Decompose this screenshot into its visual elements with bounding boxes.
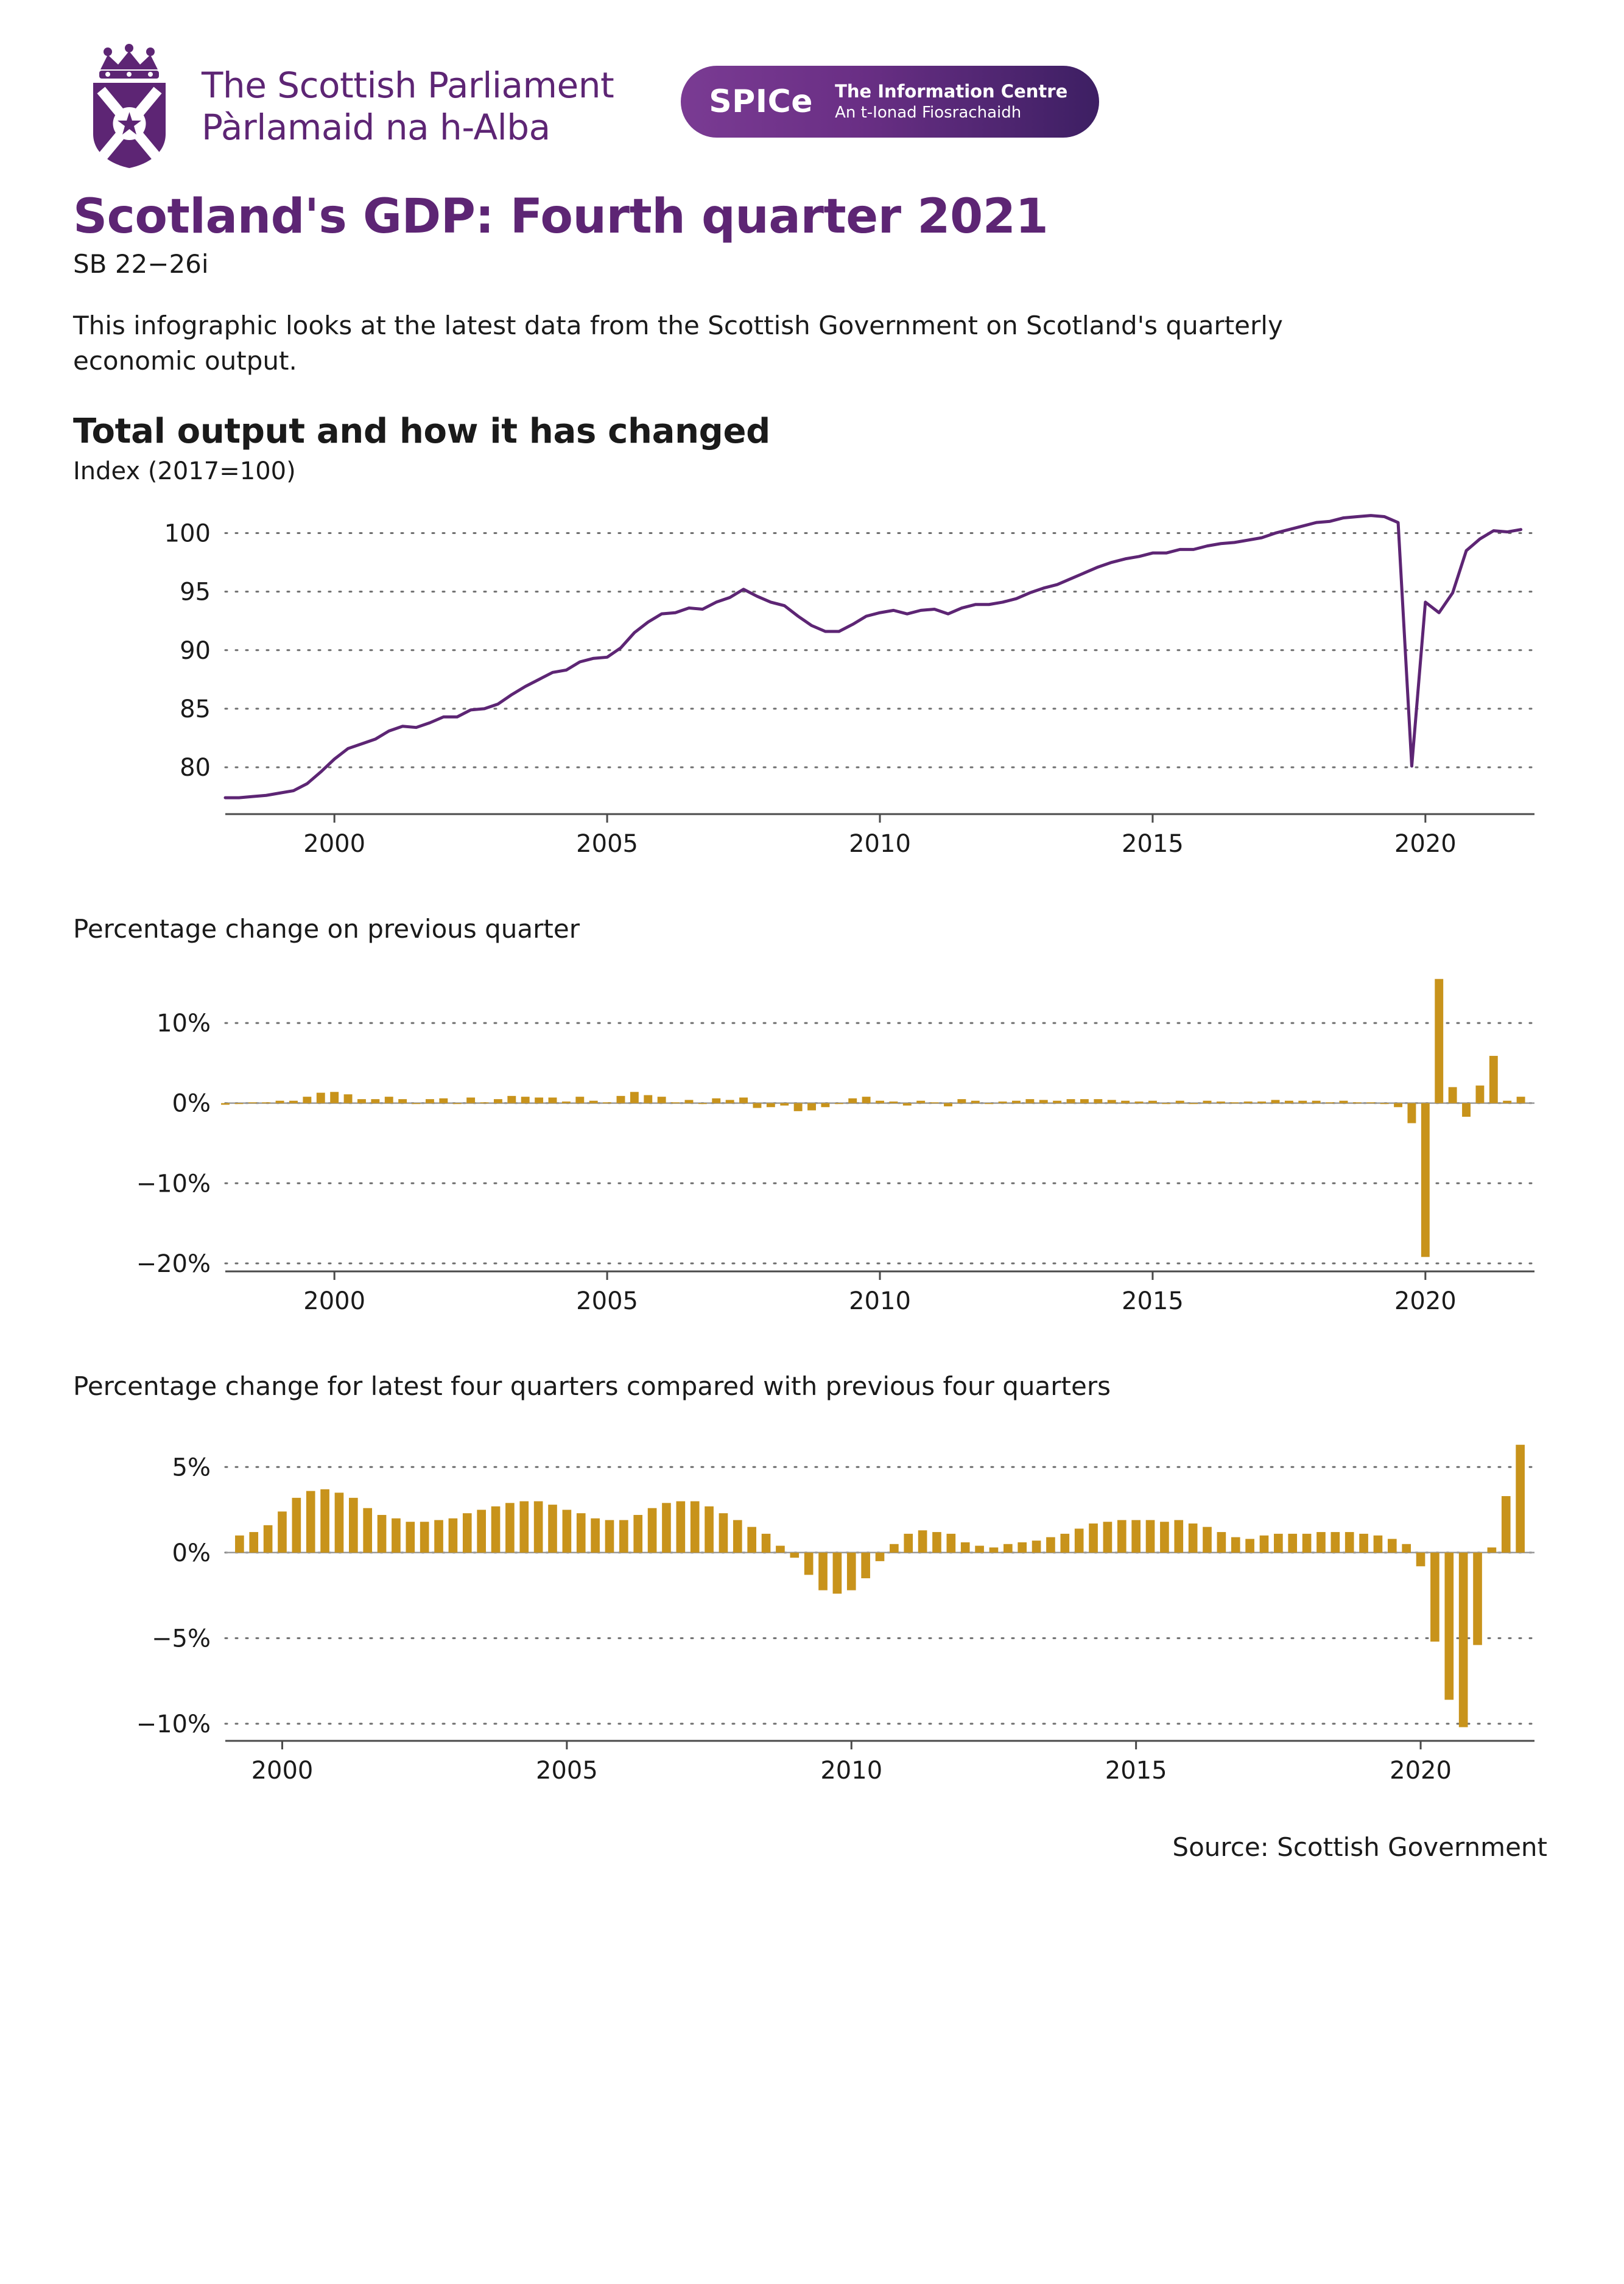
bar [1298, 1101, 1307, 1103]
bar [1203, 1101, 1212, 1103]
spice-subtitle [835, 80, 1067, 122]
x-tick-label: 2005 [576, 829, 638, 858]
bar [1353, 1102, 1362, 1103]
bar [818, 1553, 828, 1590]
intro-paragraph: This infographic looks at the latest data from the Scottish Government on Scotland's quarterly economic output. [73, 311, 1283, 376]
bar [317, 1092, 325, 1103]
bar [847, 1553, 856, 1590]
bar [605, 1520, 614, 1552]
bar [1435, 979, 1443, 1103]
quarterly-change-plot [73, 949, 1547, 1338]
bar [463, 1513, 472, 1553]
bar [658, 1097, 666, 1103]
x-tick-label: 2015 [1122, 1287, 1184, 1315]
bar [1174, 1520, 1183, 1552]
bar [320, 1489, 329, 1553]
x-tick-label: 2005 [535, 1756, 598, 1785]
bar [249, 1532, 258, 1553]
bar [930, 1102, 939, 1103]
bar [349, 1498, 358, 1553]
bar [1244, 1102, 1253, 1103]
bar [1217, 1102, 1225, 1103]
bar [1053, 1101, 1061, 1103]
bar [589, 1101, 598, 1103]
org-name-gd: Pàrlamaid na h-Alba [202, 106, 550, 148]
bar [1131, 1520, 1141, 1552]
bar [739, 1097, 748, 1103]
bar [434, 1520, 443, 1552]
bar [1067, 1099, 1075, 1103]
bar [961, 1542, 970, 1553]
bar [753, 1103, 761, 1108]
bar [1388, 1539, 1397, 1552]
bar [776, 1545, 785, 1552]
bar [804, 1553, 814, 1575]
x-tick-label: 2010 [820, 1756, 883, 1785]
bar [876, 1553, 885, 1561]
bar [289, 1101, 298, 1103]
bar [712, 1098, 720, 1103]
bar [790, 1553, 799, 1558]
bar [947, 1534, 956, 1553]
bar [944, 1103, 952, 1106]
bar [671, 1102, 680, 1103]
y-tick-label: 90 [180, 636, 211, 665]
bar [292, 1498, 301, 1553]
bar [904, 1534, 913, 1553]
bar [412, 1103, 421, 1105]
y-tick-label: 0% [172, 1089, 211, 1118]
bar [234, 1103, 243, 1105]
bar [392, 1518, 401, 1552]
x-tick-label: 2010 [849, 1287, 911, 1315]
y-tick-label: 10% [156, 1010, 211, 1038]
page-title: Scotland's GDP: Fourth quarter 2021 [73, 189, 1049, 244]
bar [1331, 1532, 1340, 1553]
bar [519, 1501, 529, 1552]
bar [491, 1506, 501, 1553]
bar [1176, 1101, 1184, 1103]
bar [1274, 1534, 1283, 1553]
x-tick-label: 2005 [576, 1287, 638, 1315]
x-tick-label: 2000 [303, 1287, 366, 1315]
section-heading: Total output and how it has changed [73, 411, 770, 451]
gdp-index-chart [73, 491, 1547, 881]
bar [1189, 1103, 1198, 1105]
bar [1148, 1101, 1157, 1103]
bar [262, 1102, 270, 1103]
bar [1421, 1103, 1430, 1257]
bar [385, 1097, 393, 1103]
bar [1288, 1534, 1297, 1553]
x-tick-label: 2020 [1390, 1756, 1452, 1785]
bar [1402, 1544, 1411, 1553]
y-tick-label: 5% [172, 1453, 211, 1482]
bar [549, 1097, 557, 1103]
bar [507, 1096, 516, 1103]
bar [780, 1103, 789, 1106]
bar [876, 1101, 884, 1103]
x-tick-label: 2000 [303, 829, 366, 858]
bar [1475, 1086, 1484, 1103]
bar [767, 1103, 775, 1108]
bar [575, 1097, 584, 1103]
bar [1089, 1523, 1098, 1553]
bar [1217, 1532, 1226, 1553]
x-tick-label: 2010 [849, 829, 911, 858]
bar [420, 1522, 429, 1553]
bar [1025, 1099, 1034, 1103]
bar [1302, 1534, 1312, 1553]
source-note: Source: Scottish Government [1172, 1832, 1547, 1862]
scottish-parliament-crest-icon [73, 44, 186, 169]
bar [1094, 1099, 1102, 1103]
spice-logo [681, 66, 1099, 138]
bar [221, 1103, 230, 1105]
bar [1285, 1101, 1293, 1103]
bar [619, 1520, 628, 1552]
bar [480, 1102, 489, 1103]
bar [1316, 1532, 1326, 1553]
bar [357, 1099, 366, 1103]
bar [999, 1102, 1007, 1103]
bar [1257, 1102, 1266, 1103]
bar [918, 1530, 927, 1553]
bar [1108, 1100, 1116, 1103]
bar [562, 1102, 571, 1103]
bar [685, 1100, 694, 1103]
gdp-index-plot [73, 491, 1547, 881]
bar [1394, 1103, 1402, 1108]
bar [1271, 1100, 1280, 1103]
bar [691, 1501, 700, 1552]
bar [534, 1501, 543, 1552]
spice-subtitle-gd: An t-Ionad Fiosrachaidh [835, 103, 1022, 122]
y-tick-label: 85 [180, 695, 211, 723]
bar [833, 1553, 842, 1594]
bar [235, 1536, 244, 1553]
bar [644, 1095, 652, 1103]
bar [1444, 1553, 1454, 1700]
bar [303, 1097, 311, 1103]
bar [1004, 1544, 1013, 1553]
annual-change-caption: Percentage change for latest four quarters compared with previous four quarters [73, 1371, 1111, 1401]
bar [821, 1103, 829, 1108]
bar [521, 1097, 530, 1103]
bar [1374, 1536, 1383, 1553]
bar [330, 1092, 339, 1103]
gdp-index-line [225, 516, 1521, 798]
bar [1260, 1536, 1269, 1553]
quarterly-change-caption: Percentage change on previous quarter [73, 913, 580, 944]
bar [453, 1103, 462, 1105]
bar [1231, 1537, 1240, 1552]
bar [1416, 1553, 1425, 1566]
parliament-logo [73, 44, 614, 169]
bar [726, 1100, 734, 1103]
bar [1489, 1056, 1498, 1103]
publication-reference: SB 22−26i [73, 249, 209, 279]
bar [1326, 1102, 1334, 1103]
y-tick-label: 80 [180, 753, 211, 782]
bar [1146, 1520, 1155, 1552]
annual-change-chart [73, 1406, 1547, 1808]
bar [1203, 1527, 1212, 1553]
bar [466, 1097, 475, 1103]
bar [932, 1532, 941, 1553]
bar [1121, 1101, 1130, 1103]
bar [889, 1102, 898, 1103]
bar [1230, 1102, 1239, 1103]
bar [1160, 1522, 1169, 1553]
bar [1162, 1103, 1170, 1105]
bar [371, 1099, 379, 1103]
bar [698, 1103, 707, 1105]
x-tick-label: 2015 [1122, 829, 1184, 858]
x-tick-label: 2015 [1105, 1756, 1167, 1785]
bar [903, 1103, 912, 1106]
bar [563, 1509, 572, 1552]
bar [1060, 1534, 1069, 1553]
bar [916, 1101, 925, 1103]
bar [577, 1513, 586, 1553]
bar [306, 1491, 315, 1553]
bar [1516, 1445, 1525, 1553]
bar [975, 1545, 984, 1552]
bar [985, 1103, 993, 1105]
bar [794, 1103, 803, 1111]
bar [505, 1503, 515, 1553]
y-tick-label: −20% [136, 1249, 211, 1278]
bar [1503, 1101, 1511, 1103]
bar [890, 1544, 899, 1553]
x-tick-label: 2020 [1394, 1287, 1457, 1315]
bar [705, 1506, 714, 1553]
bar [344, 1094, 353, 1103]
bar [1012, 1101, 1021, 1103]
bar [1502, 1496, 1511, 1553]
bar [861, 1553, 870, 1578]
bar [248, 1102, 257, 1103]
bar [762, 1534, 771, 1553]
bar [1245, 1539, 1254, 1552]
bar [439, 1098, 448, 1103]
y-tick-label: 95 [180, 578, 211, 606]
bar [591, 1518, 600, 1552]
bar [1380, 1103, 1389, 1105]
bar [1488, 1547, 1497, 1552]
bar [630, 1092, 639, 1103]
bar [662, 1503, 671, 1553]
bar [807, 1103, 816, 1111]
bar [264, 1525, 273, 1553]
bar [957, 1099, 966, 1103]
bar [1366, 1102, 1375, 1103]
y-tick-label: 100 [164, 519, 211, 548]
bar [363, 1508, 372, 1553]
bar [1135, 1102, 1144, 1103]
spice-subtitle-en: The Information Centre [835, 81, 1068, 102]
spice-wordmark: SPICe [709, 83, 814, 120]
bar [747, 1527, 756, 1553]
y-tick-label: −10% [136, 1170, 211, 1198]
bar [494, 1099, 502, 1103]
bar [862, 1097, 871, 1103]
bar [426, 1099, 434, 1103]
bar [848, 1098, 857, 1103]
bar [1345, 1532, 1354, 1553]
bar [1080, 1099, 1089, 1103]
x-tick-label: 2000 [251, 1756, 314, 1785]
bar [1473, 1553, 1482, 1645]
bar [617, 1096, 625, 1103]
bar [1103, 1522, 1113, 1553]
bar [398, 1099, 407, 1103]
bar [1462, 1103, 1471, 1117]
org-name-en: The Scottish Parliament [202, 65, 614, 107]
bar [1407, 1103, 1416, 1123]
quarterly-change-chart [73, 949, 1547, 1338]
bar [1046, 1537, 1055, 1552]
bar [1189, 1523, 1198, 1553]
parliament-logo-text [202, 65, 614, 148]
bar [971, 1101, 980, 1103]
x-tick-label: 2020 [1394, 829, 1457, 858]
bar [1039, 1100, 1048, 1103]
bar [449, 1518, 458, 1552]
bar [677, 1501, 686, 1552]
bar [1359, 1534, 1368, 1553]
bar [276, 1101, 284, 1103]
bar [733, 1520, 742, 1552]
bar [378, 1515, 387, 1553]
y-tick-label: 0% [172, 1539, 211, 1567]
bar [1459, 1553, 1468, 1727]
bar [548, 1505, 557, 1553]
bar [1430, 1553, 1439, 1642]
bar [633, 1515, 642, 1553]
bar [990, 1547, 999, 1552]
bar [535, 1097, 543, 1103]
bar [719, 1513, 728, 1553]
bar [835, 1103, 843, 1105]
bar [1075, 1528, 1084, 1552]
bar [1032, 1541, 1041, 1553]
index-chart-caption: Index (2017=100) [73, 457, 296, 485]
annual-change-plot [73, 1406, 1547, 1808]
bar [335, 1492, 344, 1552]
bar [648, 1508, 657, 1553]
bar [603, 1102, 611, 1103]
bar [406, 1522, 415, 1553]
bar [1449, 1087, 1457, 1103]
bar [477, 1509, 486, 1552]
bar [1117, 1520, 1127, 1552]
y-tick-label: −5% [152, 1625, 211, 1653]
bar [1517, 1097, 1525, 1103]
y-tick-label: −10% [136, 1710, 211, 1738]
bar [1312, 1101, 1321, 1103]
bar [1340, 1101, 1348, 1103]
page-header [73, 44, 1551, 169]
bar [1018, 1542, 1027, 1553]
bar [278, 1511, 287, 1552]
